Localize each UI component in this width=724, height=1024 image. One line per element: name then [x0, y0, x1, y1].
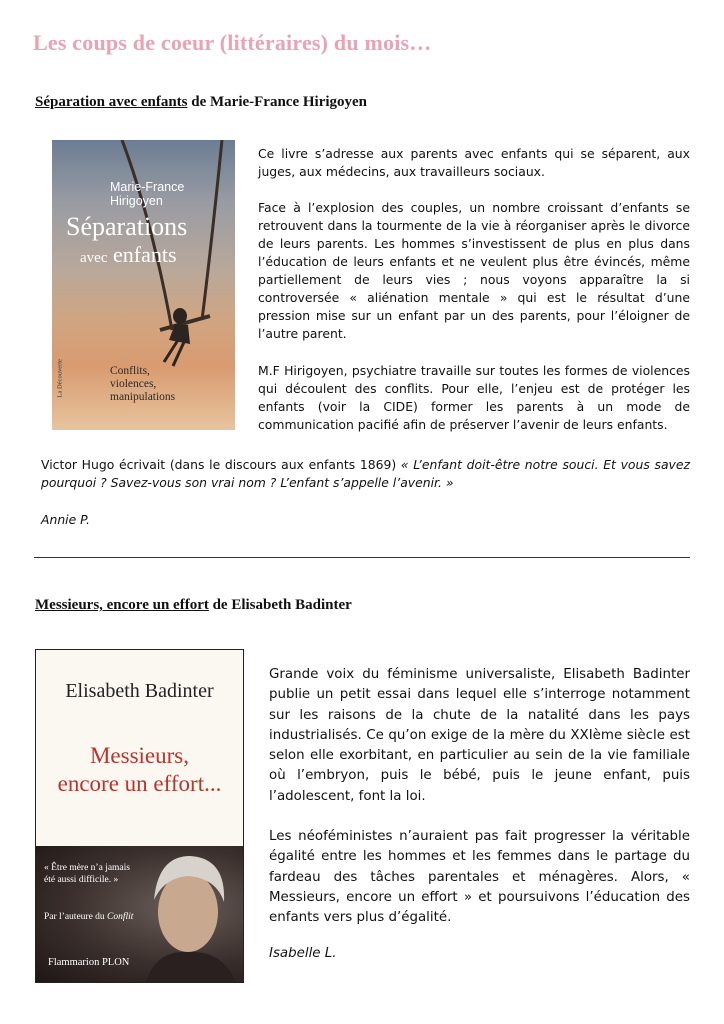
book2-heading [35, 597, 352, 614]
book2-title: Messieurs, encore un effort [35, 597, 209, 613]
book2-cover [35, 649, 244, 983]
cover-subtitle-small: avec [80, 250, 108, 266]
book2-cover-author: Elisabeth Badinter [65, 680, 214, 702]
cover-byline-title: Conflit [107, 912, 134, 922]
book1-paragraph-2: Face à l’explosion des couples, un nombre croissant d’enfants se retrouvent dans la tourmente de la vie à réorganiser après le divorce de leurs parents. Les hommes s’investissent de plus en plus dans l’éducation de leurs enfants et ne veulent plus être évincés, même partiellement de leurs vies ; nous voyons apparaître la si controversée « aliénation mentale » qui est le résultat d’une pression mise sur un enfant par un des parents, pour l’éloigner de l’autre parent. [258, 200, 690, 341]
book2-cover-quote [44, 862, 144, 886]
book2-paragraph-2: Les néoféministes n’auraient pas fait progresser la véritable égalité entre les hommes et les femmes dans le partage du fardeau des tâches parentales et ménagères. Alors, « Messieurs, encore un effort » et poursuivons l’éducation des enfants vers plus d’égalité. [269, 829, 690, 926]
cover-title-line: encore un effort... [57, 771, 222, 796]
book1-cover-title: Séparations [66, 212, 188, 241]
book2-cover-byline [44, 912, 133, 922]
book1-heading [35, 94, 367, 111]
book2-paragraph-1: Grande voix du féminisme universaliste, Elisabeth Badinter publie un petit essai dans lequel elle s’interroge notamment sur les raisons de la chute de la natalité dans les pays industrialisés. Ce qu’on exige de la mère du XXIème siècle est selon elle exorbitant, en particulier au sein de la vie familiale où l’embryon, puis le bébé, puis le jeune enfant, puis l’adolescent, font la loi. [269, 667, 690, 804]
cover-tag-line: manipulations [110, 391, 176, 403]
book1-paragraph-3: M.F Hirigoyen, psychiatre travaille sur toutes les formes de violences qui découlent des conflits. Pour elle, l’enjeu est de protéger les enfants (voir la CIDE) former les parents à un mode de communication pacifié afin de préserver l’avenir de leurs enfants. [258, 363, 690, 432]
book1-cover-publisher: La Découverte [56, 359, 64, 398]
book1-signature: Annie P. [41, 512, 90, 527]
cover-author-line: Hirigoyen [110, 194, 163, 208]
book1-cover-subtitle [80, 243, 177, 270]
book2-signature: Isabelle L. [269, 946, 337, 961]
cover-tag-line: Conflits, [110, 365, 150, 377]
quote-intro: Victor Hugo écrivait (dans le discours aux enfants 1869) [41, 457, 401, 472]
victor-hugo-quote: « L’enfant doit-être notre souci. Et vous savez pourquoi ? Savez-vous son vrai nom ? L’enfant s’appelle l’avenir. » [41, 457, 690, 490]
book1-cover-tagline [110, 365, 220, 404]
book1-quote-paragraph [41, 456, 690, 492]
cover-quote-line: été aussi difficile. » [44, 875, 119, 885]
cover-tag-line: violences, [110, 378, 157, 390]
cover-byline-text: Par l’auteure du [44, 912, 108, 922]
section-divider [34, 557, 690, 558]
book1-title: Séparation avec enfants [35, 94, 188, 110]
cover-author-line: Marie-France [110, 180, 185, 194]
book1-cover [52, 140, 235, 430]
page-title: Les coups de coeur (littéraires) du mois… [33, 30, 432, 55]
cover-title-line: Messieurs, [89, 743, 190, 768]
portrait-illustration [36, 650, 243, 982]
book1-author: de Marie-France Hirigoyen [187, 94, 368, 110]
book1-paragraph-1: Ce livre s’adresse aux parents avec enfants qui se séparent, aux juges, aux médecins, aux travailleurs sociaux. [258, 146, 690, 179]
book2-author: de Elisabeth Badinter [208, 597, 352, 613]
book2-cover-publisher: Flammarion PLON [48, 957, 130, 968]
book1-cover-author [110, 180, 184, 208]
cover-quote-line: « Être mère n’a jamais [44, 863, 130, 873]
cover-subtitle-main: enfants [107, 242, 177, 267]
